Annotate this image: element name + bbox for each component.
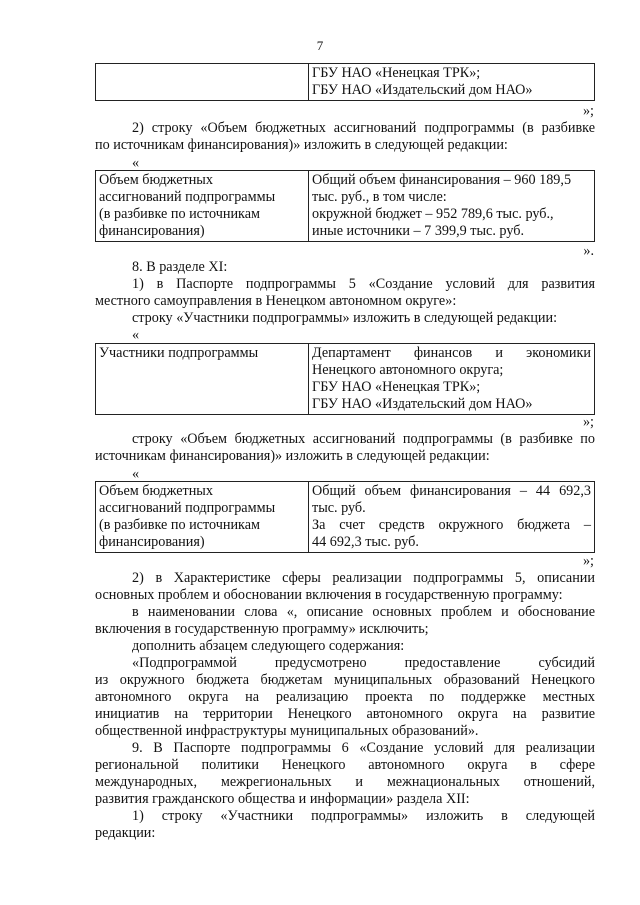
paragraph-line: развития гражданского общества и информации» раздела XII: [95,791,470,807]
table-line: ГБУ НАО «Издательский дом НАО» [312,82,533,98]
table-line: Общий объем финансирования – 44 692,3 [312,483,591,499]
paragraph-line: строку «Объем бюджетных ассигнований подпрограммы (в разбивке по [132,431,595,447]
table-line: тыс. руб., в том числе: [312,189,447,205]
paragraph-line: инициатив на территории Ненецкого автономного округа на развитие [95,706,595,722]
paragraph-line: 1) строку «Участники подпрограммы» изложить в следующей [132,808,595,824]
page-number: 7 [316,38,324,53]
table-line: Ненецкого автономного округа; [312,362,504,378]
table-cell-left [96,344,309,415]
table-cell-right [309,171,595,242]
quote-open: « [132,466,140,482]
paragraph-line: включения в государственную программу» исключить; [95,621,429,637]
section-heading: 8. В разделе XI: [132,259,228,275]
table-cell-right [309,64,595,101]
quote-close: »; [582,103,594,119]
quote-close: ». [583,243,594,259]
table-cell-right [309,482,595,553]
paragraph-line: международных, межрегиональных и межнациональных отношений, [95,774,595,790]
paragraph-line: строку «Участники подпрограммы» изложить в следующей редакции: [132,310,558,326]
participants-table-continuation [95,63,595,101]
table-line: финансирования) [99,223,205,239]
table-cell-left [96,64,309,101]
paragraph-line: основных проблем и обосновании включения в государственную программу: [95,587,563,603]
quote-open: « [132,327,140,343]
table-line: Департамент финансов и экономики [312,345,591,361]
table-line: ассигнований подпрограммы [99,189,276,205]
paragraph-line: из окружного бюджета бюджетам муниципальных образований Ненецкого [95,672,595,688]
table-line: финансирования) [99,534,205,550]
table-line: За счет средств окружного бюджета – [312,517,591,533]
table-line: ГБУ НАО «Издательский дом НАО» [312,396,533,412]
table-line: тыс. руб. [312,500,366,516]
paragraph-line: по источникам финансирования)» изложить в следующей редакции: [95,137,508,153]
quote-close: »; [582,553,594,569]
table-line: Общий объем финансирования – 960 189,5 [312,172,572,188]
table-cell-left [96,482,309,553]
table-line: ГБУ НАО «Ненецкая ТРК»; [312,65,481,81]
paragraph-line: общественной инфраструктуры муниципальных образований». [95,723,479,739]
paragraph-line: 1) в Паспорте подпрограммы 5 «Создание условий для развития [132,276,595,292]
table-line: ассигнований подпрограммы [99,500,276,516]
table-line: иные источники – 7 399,9 тыс. руб. [312,223,524,239]
table-line: Объем бюджетных [99,483,213,499]
paragraph-line: «Подпрограммой предусмотрено предоставление субсидий [132,655,595,671]
table-line: Объем бюджетных [99,172,213,188]
paragraph-line: местного самоуправления в Ненецком автономном округе»: [95,293,457,309]
paragraph-line: 9. В Паспорте подпрограммы 6 «Создание условий для реализации [132,740,595,756]
table-line: ГБУ НАО «Ненецкая ТРК»; [312,379,481,395]
table-cell-left [96,171,309,242]
paragraph-line: редакции: [95,825,156,841]
paragraph-line: автономного округа на реализацию проекта по поддержке местных [95,689,595,705]
quote-open: « [132,155,140,171]
participants-table [95,343,595,415]
budget-table-2 [95,481,595,553]
paragraph-line: региональной политики Ненецкого автономного округа в сфере [95,757,595,773]
budget-table-1 [95,170,595,242]
paragraph-line: в наименовании слова «, описание основных проблем и обоснование [132,604,595,620]
table-line: Участники подпрограммы [99,345,259,361]
paragraph-line: дополнить абзацем следующего содержания: [132,638,405,654]
quote-close: »; [582,414,594,430]
table-line: окружной бюджет – 952 789,6 тыс. руб., [312,206,554,222]
paragraph-line: 2) в Характеристике сферы реализации подпрограммы 5, описании [132,570,595,586]
table-line: (в разбивке по источникам [99,517,260,533]
paragraph-line: 2) строку «Объем бюджетных ассигнований подпрограммы (в разбивке [132,120,595,136]
table-line: 44 692,3 тыс. руб. [312,534,419,550]
table-cell-right [309,344,595,415]
paragraph-line: источникам финансирования)» изложить в следующей редакции: [95,448,490,464]
table-line: (в разбивке по источникам [99,206,260,222]
